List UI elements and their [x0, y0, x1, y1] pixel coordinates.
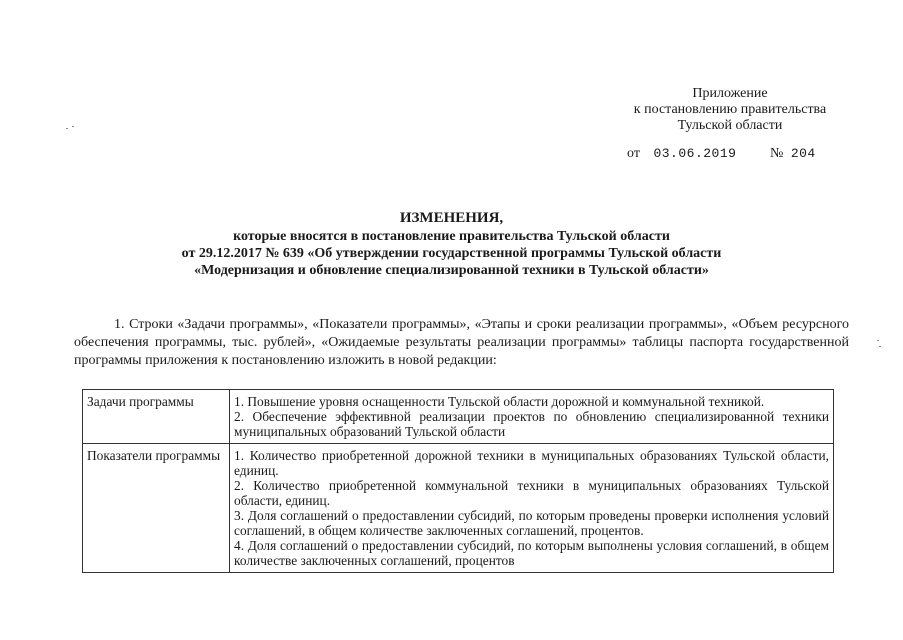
list-item: 2. Обеспечение эффективной реализации проектов по обновлению специализированной техники муниципальных образований Тульской области: [234, 409, 829, 439]
appendix-line-2: к постановлению правительства: [633, 102, 827, 117]
list-item: 1. Повышение уровня оснащенности Тульской области дорожной и коммунальной техникой.: [234, 394, 765, 409]
appendix-line-1: Приложение: [692, 86, 768, 101]
list-item: 3. Доля соглашений о предоставлении субсидий, по которым проведены проверки исполнения условий соглашений, в общем количестве заключенных соглашений, процентов.: [234, 508, 829, 538]
list-item: 2. Количество приобретенной коммунальной техники в муниципальных образованиях Тульской области, единиц.: [234, 478, 829, 508]
title-heading: ИЗМЕНЕНИЯ,: [399, 210, 504, 226]
registration-date: 03.06.2019: [653, 146, 737, 161]
from-label: от: [627, 146, 640, 161]
table-row: [83, 390, 834, 444]
document-title: [0, 210, 903, 279]
table-row: [83, 444, 834, 573]
title-line-2: от 29.12.2017 № 639 «Об утверждении государственной программы Тульской области: [181, 246, 722, 261]
row-label: Задачи программы: [83, 390, 230, 444]
row-label: Показатели программы: [83, 444, 230, 573]
title-line-3: «Модернизация и обновление специализированной техники в Тульской области»: [194, 263, 709, 278]
intro-paragraph: 1. Строки «Задачи программы», «Показатели программы», «Этапы и сроки реализации программы», «Объем ресурсного обеспечения программы, тыс. рублей», «Ожидаемые результаты реализации программы» таблицы паспорта государственной программы приложения к постановлению изложить в новой редакции:: [74, 317, 849, 368]
appendix-line-3: Тульской области: [677, 118, 783, 133]
row-content: [230, 390, 834, 444]
registration-number: 204: [790, 146, 816, 161]
registration-line: [627, 146, 816, 162]
list-item: 4. Доля соглашений о предоставлении субсидий, по которым выполнены условия соглашений, в общем количестве заключенных соглашений, процентов: [234, 538, 829, 568]
title-line-1: которые вносятся в постановление правительства Тульской области: [233, 229, 670, 244]
row-content: [230, 444, 834, 573]
list-item: 1. Количество приобретенной дорожной техники в муниципальных образованиях Тульской области, единиц.: [234, 448, 829, 478]
appendix-header: [600, 86, 860, 134]
number-label: №: [769, 146, 784, 161]
passport-table: [82, 389, 834, 573]
